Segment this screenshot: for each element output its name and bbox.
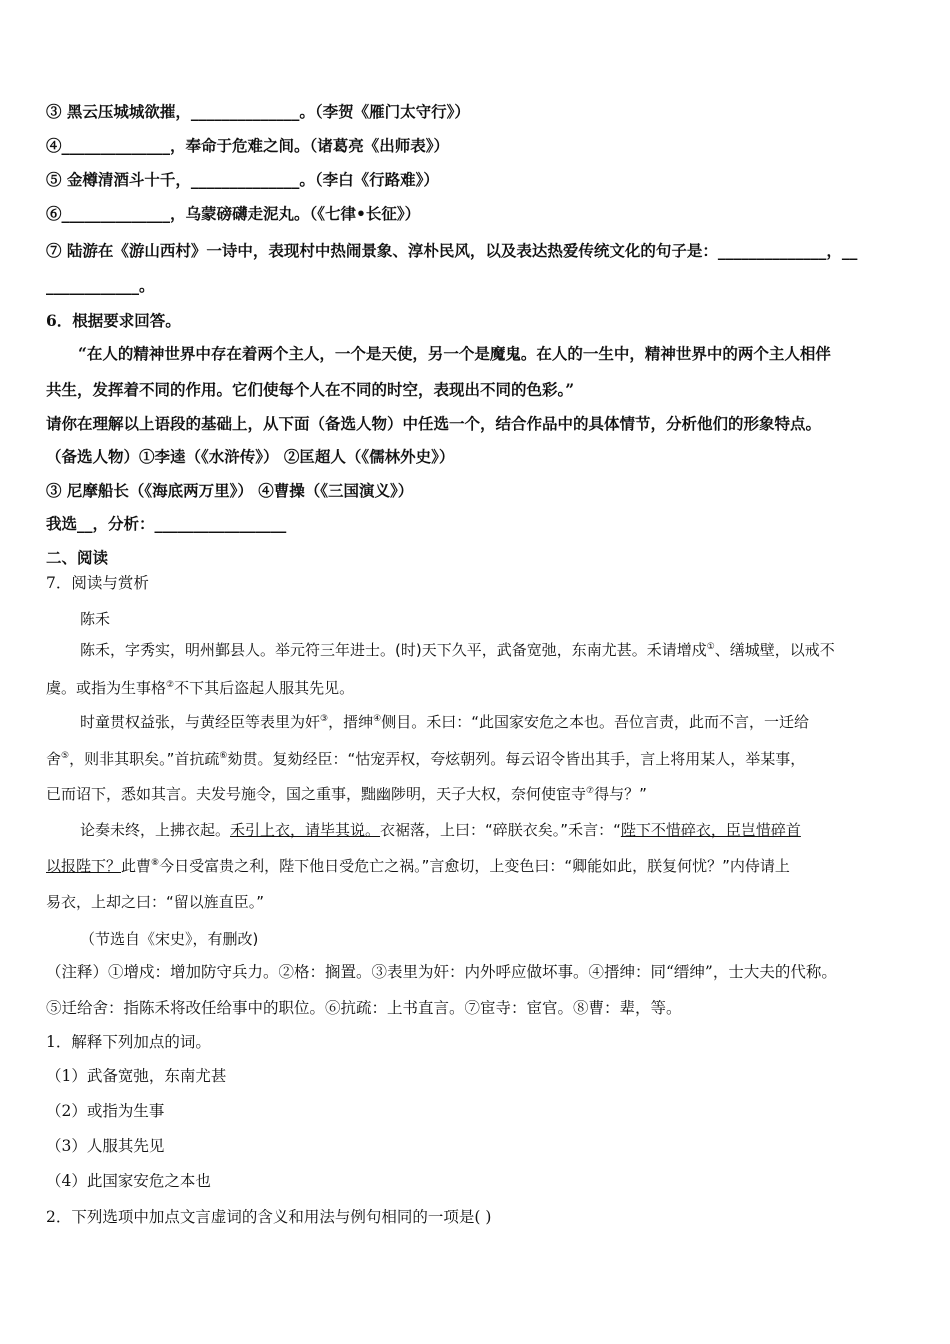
fill-line-4: ④______________，奉命于危难之间。（诸葛亮《出师表》） — [46, 136, 450, 155]
passage-p2-line-3: 已而诏下，悉如其言。夫发号施令，国之重事，黜幽陟明，天子大权，奈何使宦寺⑦得与？” — [46, 785, 647, 803]
underlined-sentence-2: 陛下不惜碎衣，臣岂惜碎首 — [620, 821, 801, 839]
question-7-title: 7．阅读与赏析 — [46, 574, 149, 592]
subquestion-1-item-1: （1）武备宽弛，东南尤甚 — [46, 1067, 227, 1085]
q6-quote-line-2: 共生，发挥着不同的作用。它们使每个人在不同的时空，表现出不同的色彩。” — [46, 380, 575, 399]
passage-p3-line-1: 论奏未终，上拂衣起。禾引上衣，请毕其说。衣裾落，上曰：“碎朕衣矣。”禾言：“陛下不惜碎衣，臣岂惜碎首 — [80, 821, 801, 839]
q6-answer-line: 我选__，分析：_________________ — [46, 514, 287, 533]
q6-options-line-2: ③ 尼摩船长（《海底两万里》） ④曹操（《三国演义》） — [46, 481, 414, 500]
passage-p1-line-2: 虞。或指为生事格②不下其后盗起人服其先见。 — [46, 679, 355, 697]
passage-p3-line-3: 易衣，上却之曰：“留以旌直臣。” — [46, 893, 265, 911]
subquestion-1: 1．解释下列加点的词。 — [46, 1033, 211, 1051]
passage-p2-line-1: 时童贯权益张，与黄经臣等表里为奸③，搢绅④侧目。禾曰：“此国家安危之本也。吾位言责，此而不言，一迁给 — [80, 713, 809, 731]
fill-line-3: ③ 黑云压城城欲摧，______________。（李贺《雁门太守行》） — [46, 102, 470, 121]
question-6-title: 6．根据要求回答。 — [46, 311, 181, 330]
q6-prompt: 请你在理解以上语段的基础上，从下面（备选人物）中任选一个，结合作品中的具体情节，分析他们的形象特点。 — [46, 414, 822, 433]
subquestion-1-item-4: （4）此国家安危之本也 — [46, 1172, 211, 1190]
fill-line-6: ⑥______________，乌蒙磅礴走泥丸。（《七律•长征》） — [46, 204, 421, 223]
notes-line-2: ⑤迁给舍：指陈禾将改任给事中的职位。⑥抗疏：上书直言。⑦宦寺：宦官。⑧曹：辈，等。 — [46, 999, 682, 1017]
underlined-sentence-1: 禾引上衣，请毕其说。 — [230, 821, 381, 839]
section-2-title: 二、阅读 — [46, 548, 109, 567]
fill-line-7a: ⑦ 陆游在《游山西村》一诗中，表现村中热闹景象、淳朴民风，以及表达热爱传统文化的句子是：______________，__ — [46, 241, 858, 260]
fill-line-7b: ____________。 — [46, 276, 155, 295]
underlined-sentence-2-end: 以报陛下？ — [46, 857, 122, 875]
q6-options-line-1: （备选人物）①李逵（《水浒传》） ②匡超人（《儒林外史》） — [46, 447, 455, 466]
subquestion-1-item-2: （2）或指为生事 — [46, 1102, 165, 1120]
q6-quote-line-1: “在人的精神世界中存在着两个主人，一个是天使，另一个是魔鬼。在人的一生中，精神世界中的两个主人相伴 — [78, 344, 831, 363]
fill-line-5: ⑤ 金樽清酒斗十千，______________。（李白《行路难》） — [46, 170, 439, 189]
subquestion-2: 2．下列选项中加点文言虚词的含义和用法与例句相同的一项是( ) — [46, 1208, 492, 1226]
passage-source: （节选自《宋史》，有删改) — [80, 930, 259, 948]
passage-p3-line-2: 以报陛下？此曹⑧今日受富贵之利，陛下他日受危亡之祸。”言愈切，上变色曰：“卿能如此，朕复何忧？”内侍请上 — [46, 857, 790, 875]
passage-p1-line-1: 陈禾，字秀实，明州鄞县人。举元符三年进士。(时)天下久平，武备宽弛，东南尤甚。禾请增戍①、缮城壁，以戒不 — [80, 641, 835, 659]
passage-title: 陈禾 — [80, 610, 111, 628]
notes-line-1: （注释）①增戍：增加防守兵力。②格：搁置。③表里为奸：内外呼应做坏事。④搢绅：同“缙绅”，士大夫的代称。 — [46, 963, 837, 981]
passage-p2-line-2: 舍⑤，则非其职矣。”首抗疏⑥劾贯。复劾经臣：“怙宠弄权，夸炫朝列。每云诏令皆出其手，言上将用某人，举某事， — [46, 750, 806, 768]
subquestion-1-item-3: （3）人服其先见 — [46, 1137, 165, 1155]
